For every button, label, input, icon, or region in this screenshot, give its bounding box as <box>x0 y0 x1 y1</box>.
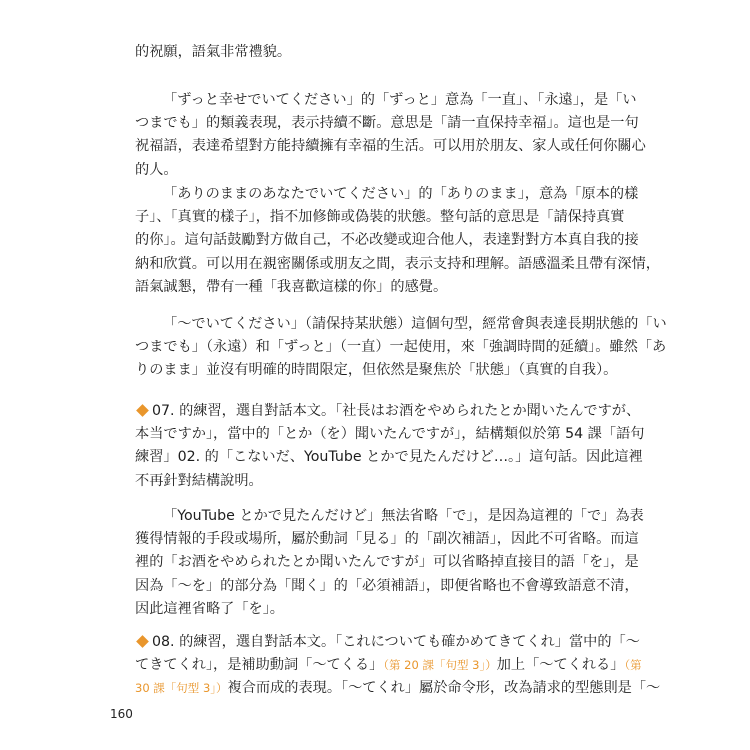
lesson-reference: 30 課「句型 3」） <box>135 681 228 696</box>
text-line-content: 07. 的練習，選自對話本文。「社長はお酒をやめられたとか聞いたんですが、 <box>152 403 641 419</box>
paragraph-youtube <box>135 505 644 621</box>
text-line: 「ありのままのあなたでいてください」的「ありのまま」，意為「原本的樣 <box>163 186 639 202</box>
diamond-bullet-icon <box>136 635 149 648</box>
text-segment: 加上「〜てくれる」 <box>496 657 625 674</box>
lesson-reference: （第 20 課「句型 3」） <box>383 658 497 673</box>
paragraph-zutto <box>135 89 646 182</box>
text-line: 獲得情報的手段或場所，屬於動詞「見る」的「副次補語」，因此不可省略。而這 <box>135 531 639 548</box>
text-line: 不再針對結構說明。 <box>135 472 263 489</box>
diamond-bullet-icon <box>136 404 149 417</box>
text-line <box>135 400 641 423</box>
lesson-reference: （第 <box>624 658 642 673</box>
text-line: 練習」02. 的「こないだ、YouTube とかで見たんだけど…。」這句話。因此這裡 <box>135 449 643 466</box>
text-line: 本当ですか」，當中的「とか（を）聞いたんですが」，結構類似於第 54 課「語句 <box>135 426 645 443</box>
text-line: りのまま」並沒有明確的時間限定，但依然是聚焦於「狀態」（真實的自我）。 <box>135 362 618 379</box>
text-line: 的你」。這句話鼓勵對方做自己，不必改變或迎合他人，表達對對方本真自我的接 <box>135 232 639 249</box>
text-line: 納和欣賞。可以用在親密關係或朋友之間，表示支持和理解。語感溫柔且帶有深情， <box>135 255 660 272</box>
text-line: 「YouTube とかで見たんだけど」無法省略「で」，是因為這裡的「で」為表 <box>163 508 644 524</box>
text-segment: 複合而成的表現。「〜てくれ」屬於命令形，改為請求的型態則是「〜 <box>227 680 661 697</box>
text-line: つまでも」的類義表現，表示持續不斷。意思是「請一直保持幸福」。這也是一句 <box>135 115 639 132</box>
text-line: 語氣誠懇，帶有一種「我喜歡這樣的你」的感覺。 <box>135 278 448 295</box>
paragraph-practice-08 <box>135 631 661 701</box>
text-line: 「ずっと幸せでいてください」的「ずっと」意為「一直」、「永遠」，是「い <box>163 92 637 108</box>
paragraph-practice-07 <box>135 400 645 493</box>
text-line: 因此這裡省略了「を」。 <box>135 600 284 617</box>
text-line: つまでも」（永遠）和「ずっと」（一直）一起使用，來「強調時間的延續」。雖然「あ <box>135 339 667 356</box>
text-line: 裡的「お酒をやめられたとか聞いたんですが」可以省略掉直接目的語「を」，是 <box>135 554 639 571</box>
text-line <box>135 654 642 677</box>
text-line: 因為「〜を」的部分為「聞く」的「必須補語」，即便省略也不會導致語意不清， <box>135 577 639 594</box>
paragraph-intro-end <box>135 41 605 64</box>
text-line: 的人。 <box>135 161 178 178</box>
page-number: 160 <box>110 707 133 721</box>
text-line <box>135 631 640 654</box>
text-line-content: 08. 的練習，選自對話本文。「これについても確かめてきてくれ」當中的「〜 <box>152 634 640 650</box>
paragraph-arinomama <box>135 183 660 299</box>
text-line: 「〜でいてください」（請保持某狀態）這個句型，經常會與表達長期狀態的「い <box>163 316 667 332</box>
paragraph-deitekudasai <box>135 313 667 383</box>
text-segment: てきてくれ」，是補助動詞「〜てくる」 <box>135 657 384 674</box>
text-line: 的祝願，語氣非常禮貌。 <box>135 44 292 60</box>
text-line <box>135 677 661 700</box>
text-line: 祝福語，表達希望對方能持續擁有幸福的生活。可以用於朋友、家人或任何你關心 <box>135 138 646 155</box>
text-line: 子」、「真實的樣子」，指不加修飾或偽裝的狀態。整句話的意思是「請保持真實 <box>135 209 625 226</box>
